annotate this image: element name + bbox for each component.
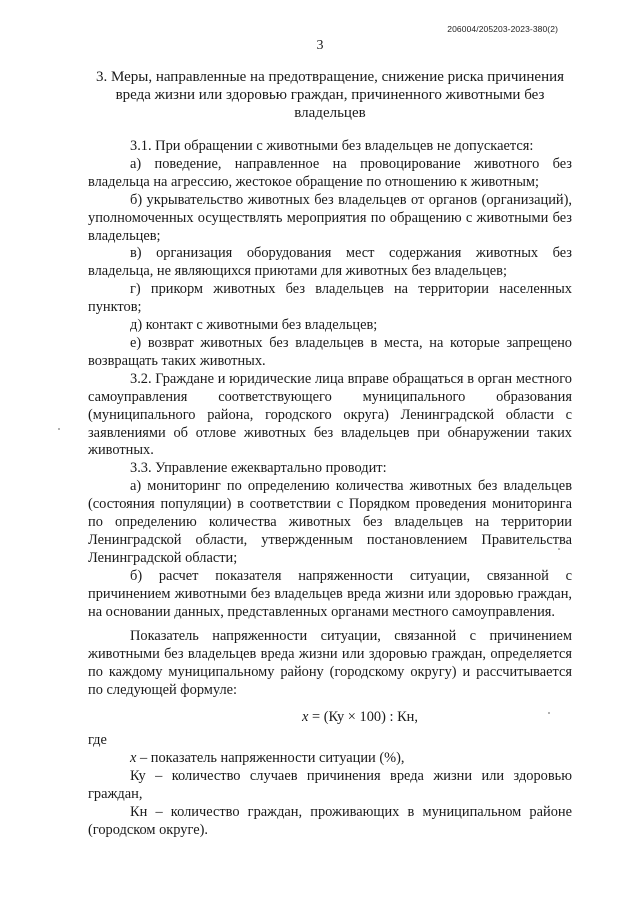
definition-x [88,750,572,768]
item-3-3-b: б) расчет показателя напряженности ситуации, связанной с причинением животными без владельцев вреда жизни или здоровью граждан, на основании данных, представленных органами местного самоуправления. [88,567,572,620]
scan-speck [58,428,60,430]
paragraph-3-3: 3.3. Управление ежеквартально проводит: [130,460,387,477]
item-3-3-a: а) мониторинг по определению количества животных без владельцев (состояния популяции) в соответствии с Порядком проведения мониторинга по определению количества животных без владельцев на территории Ленинградской области, утвержденным постановлением Правительства Ленинградской области; [88,478,572,566]
definition-ku: Ку – количество случаев причинения вреда жизни или здоровью граждан, [88,767,572,802]
where-label: где [88,732,107,748]
formula-variable: x [302,709,309,726]
item-b: б) укрывательство животных без владельцев от органов (организаций), уполномоченных осуществлять мероприятия по обращению с животными без владельцев; [88,191,572,244]
item-a: а) поведение, направленное на провоцирование животного без владельца на агрессию, жестокое обращение по отношению к животным; [88,155,572,190]
section-heading: 3. Меры, направленные на предотвращение, снижение риска причинения вреда жизни или здоровью граждан, причиненного животными без владельцев [95,69,565,121]
definition-kn: Кн – количество граждан, проживающих в муниципальном районе (городском округе). [88,803,572,838]
page-number: 3 [316,38,324,53]
item-v: в) организация оборудования мест содержания животных без владельца, не являющихся приютами для животных без владельцев; [88,245,572,280]
item-g: г) прикорм животных без владельцев на территории населенных пунктов; [88,281,572,316]
indicator-paragraph: Показатель напряженности ситуации, связанной с причинением животными без владельцев вреда жизни или здоровью граждан, определяется по каждому муниципальному району (городскому округу) и рассчитывается по следующей формуле: [88,628,572,699]
paragraph-3-2: 3.2. Граждане и юридические лица вправе обращаться в орган местного самоуправления соответствующего муниципального образования (муниципального района, городского округа) Ленинградской области с заявлениями об отлове животных без владельцев при обнаружении таких животных. [88,370,572,459]
scan-speck [548,712,550,714]
scan-speck [558,548,560,550]
formula-expression: = (Ку × 100) : Кн, [308,709,418,726]
paragraph-3-1: 3.1. При обращении с животными без владельцев не допускается: [130,138,534,154]
item-d: д) контакт с животными без владельцев; [130,317,378,334]
document-body [88,138,572,839]
document-number: 206004/205203-2023-380(2) [447,24,558,34]
definition-x-variable: x [130,749,137,766]
item-e: е) возврат животных без владельцев в места, на которые запрещено возвращать таких животных. [88,334,572,369]
formula [148,709,572,727]
definition-x-text: – показатель напряженности ситуации (%), [136,749,405,766]
